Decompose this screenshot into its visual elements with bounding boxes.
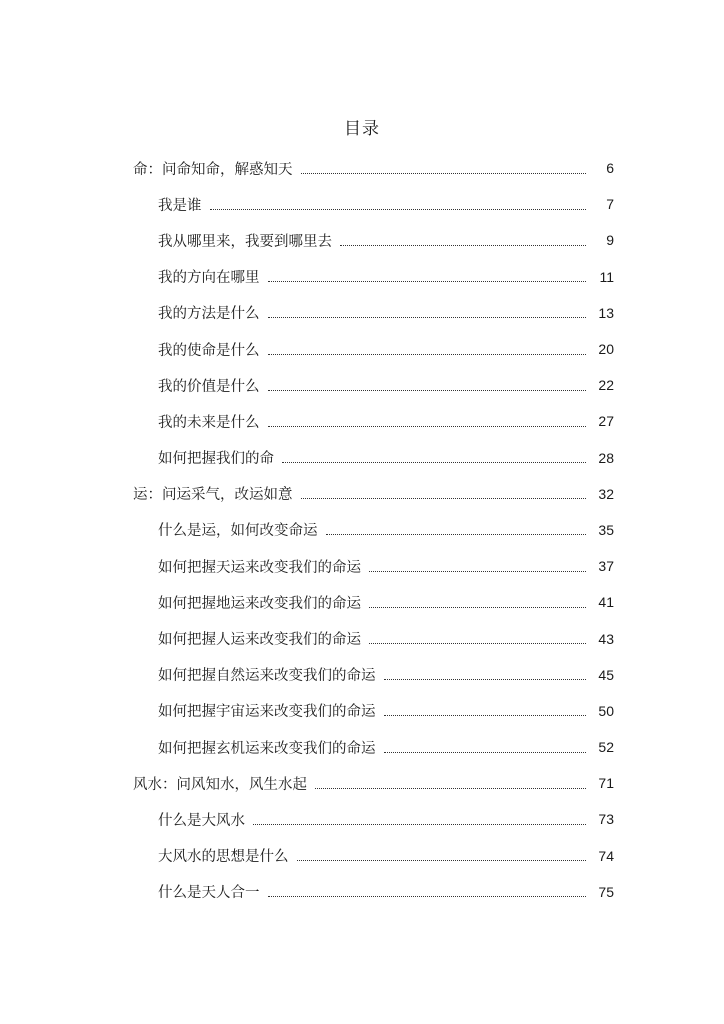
toc-entry-text: 如何把握宇宙运来改变我们的命运 <box>158 704 376 721</box>
toc-list <box>0 150 724 910</box>
toc-section-entry[interactable] <box>0 367 724 403</box>
toc-section-entry[interactable] <box>0 186 724 222</box>
toc-entry-text: 什么是天人合一 <box>158 885 260 902</box>
dot-leader <box>384 752 587 753</box>
toc-page-number: 13 <box>598 304 614 321</box>
toc-entry-text: 如何把握天运来改变我们的命运 <box>158 559 361 576</box>
toc-section-entry[interactable] <box>0 657 724 693</box>
toc-page-number: 41 <box>598 594 614 611</box>
toc-page-number: 52 <box>598 739 614 756</box>
toc-section-entry[interactable] <box>0 440 724 476</box>
toc-entry-text: 我的使命是什么 <box>158 342 260 359</box>
toc-entry-text: 风水：问风知水，风生水起 <box>133 776 307 793</box>
toc-section-entry[interactable] <box>0 512 724 548</box>
toc-section-entry[interactable] <box>0 693 724 729</box>
toc-section-entry[interactable] <box>0 620 724 656</box>
toc-page-number: 74 <box>598 847 614 864</box>
dot-leader <box>268 281 587 282</box>
toc-entry-text: 命：问命知命，解惑知天 <box>133 161 293 178</box>
toc-entry-text: 我是谁 <box>158 197 202 214</box>
toc-section-entry[interactable] <box>0 259 724 295</box>
toc-page-number: 27 <box>598 413 614 430</box>
toc-section-entry[interactable] <box>0 548 724 584</box>
dot-leader <box>268 354 587 355</box>
toc-section-entry[interactable] <box>0 874 724 910</box>
toc-page-number: 32 <box>598 485 614 502</box>
toc-entry-text: 如何把握我们的命 <box>158 451 274 468</box>
toc-section-entry[interactable] <box>0 729 724 765</box>
toc-page-number: 20 <box>598 341 614 358</box>
dot-leader <box>369 607 586 608</box>
toc-entry-text: 大风水的思想是什么 <box>158 849 289 866</box>
dot-leader <box>301 498 587 499</box>
toc-entry-text: 运：问运采气，改运如意 <box>133 487 293 504</box>
dot-leader <box>315 788 586 789</box>
toc-page-number: 75 <box>598 883 614 900</box>
toc-page-number: 22 <box>598 377 614 394</box>
toc-chapter-entry[interactable] <box>0 150 724 186</box>
dot-leader <box>369 643 586 644</box>
toc-page-number: 35 <box>598 521 614 538</box>
dot-leader <box>326 534 587 535</box>
toc-entry-text: 如何把握地运来改变我们的命运 <box>158 595 361 612</box>
toc-page-number: 43 <box>598 630 614 647</box>
toc-page-number: 50 <box>598 702 614 719</box>
toc-section-entry[interactable] <box>0 801 724 837</box>
toc-entry-text: 什么是大风水 <box>158 812 245 829</box>
dot-leader <box>369 571 586 572</box>
dot-leader <box>210 209 587 210</box>
toc-page-number: 9 <box>606 232 614 249</box>
toc-section-entry[interactable] <box>0 331 724 367</box>
toc-title: 目录 <box>344 119 380 139</box>
dot-leader <box>384 679 587 680</box>
toc-entry-text: 我的方向在哪里 <box>158 270 260 287</box>
dot-leader <box>253 824 586 825</box>
toc-entry-text: 什么是运，如何改变命运 <box>158 523 318 540</box>
toc-chapter-entry[interactable] <box>0 765 724 801</box>
dot-leader <box>301 173 587 174</box>
toc-chapter-entry[interactable] <box>0 476 724 512</box>
dot-leader <box>268 317 587 318</box>
toc-section-entry[interactable] <box>0 584 724 620</box>
toc-section-entry[interactable] <box>0 838 724 874</box>
dot-leader <box>340 245 586 246</box>
toc-entry-text: 我的方法是什么 <box>158 306 260 323</box>
toc-page-number: 11 <box>599 268 614 285</box>
toc-entry-text: 如何把握玄机运来改变我们的命运 <box>158 740 376 757</box>
toc-page-number: 45 <box>598 666 614 683</box>
toc-page-number: 71 <box>598 775 614 792</box>
toc-page-number: 7 <box>606 196 614 213</box>
toc-page-number: 73 <box>598 811 614 828</box>
toc-entry-text: 我的未来是什么 <box>158 414 260 431</box>
toc-entry-text: 我的价值是什么 <box>158 378 260 395</box>
toc-section-entry[interactable] <box>0 222 724 258</box>
toc-page-number: 6 <box>606 160 614 177</box>
toc-section-entry[interactable] <box>0 295 724 331</box>
toc-entry-text: 如何把握自然运来改变我们的命运 <box>158 668 376 685</box>
dot-leader <box>297 860 587 861</box>
toc-page-number: 37 <box>598 558 614 575</box>
dot-leader <box>282 462 586 463</box>
toc-entry-text: 如何把握人运来改变我们的命运 <box>158 632 361 649</box>
toc-section-entry[interactable] <box>0 403 724 439</box>
dot-leader <box>384 715 587 716</box>
dot-leader <box>268 896 587 897</box>
dot-leader <box>268 426 587 427</box>
toc-entry-text: 我从哪里来，我要到哪里去 <box>158 233 332 250</box>
dot-leader <box>268 390 587 391</box>
toc-page-number: 28 <box>598 449 614 466</box>
